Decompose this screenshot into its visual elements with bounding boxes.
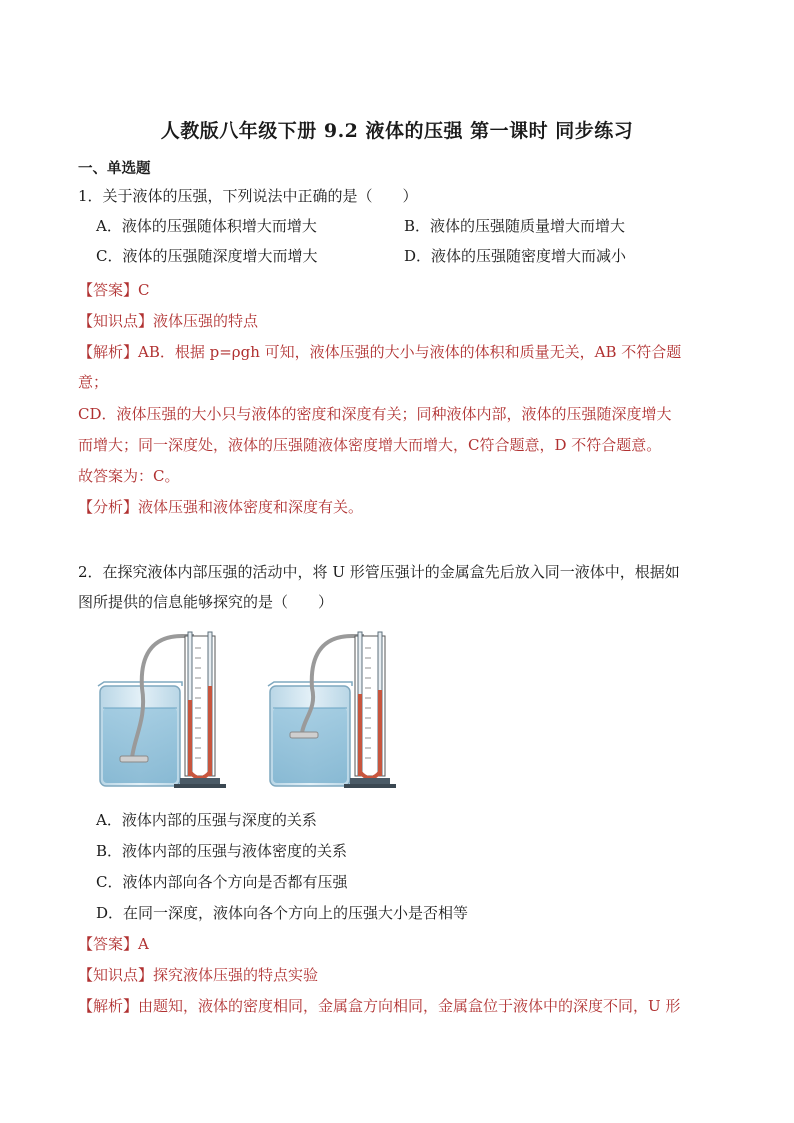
q2-option-b: B．液体内部的压强与液体密度的关系: [96, 842, 348, 860]
manometer-figure: [92, 628, 402, 794]
q1-option-d: D．液体的压强随密度增大而减小: [404, 247, 627, 265]
q2-stem-line-2: 图所提供的信息能够探究的是（ ）: [78, 593, 334, 611]
q1-knowledge-row: [78, 311, 258, 331]
q2-option-c: C．液体内部向各个方向是否都有压强: [96, 873, 348, 891]
q1-option-b: B．液体的压强随质量增大而增大: [404, 217, 626, 235]
q2-knowledge-row: [78, 965, 318, 985]
answer-value: A: [138, 935, 149, 953]
apparatus-left: [98, 632, 226, 788]
apparatus-right: [268, 632, 396, 788]
analysis-line-1: AB．根据 p=ρgh 可知，液体压强的大小与液体的体积和质量无关，AB 不符合题: [138, 343, 682, 361]
answer-value: C: [138, 281, 150, 299]
summary-value: 液体压强和液体密度和深度有关。: [138, 498, 364, 516]
analysis-tag: 【解析】: [78, 343, 139, 361]
q2-option-a: A．液体内部的压强与深度的关系: [96, 811, 317, 829]
analysis-line-3: CD．液体压强的大小只与液体的密度和深度有关；同种液体内部，液体的压强随深度增大: [78, 405, 672, 423]
knowledge-tag: 【知识点】: [78, 966, 154, 984]
summary-tag: 【分析】: [78, 498, 139, 516]
answer-tag: 【答案】: [78, 281, 139, 299]
analysis-line-5: 故答案为：C。: [78, 467, 180, 485]
knowledge-tag: 【知识点】: [78, 312, 154, 330]
q1-option-a: A．液体的压强随体积增大而增大: [96, 217, 317, 235]
analysis-line-2: 意；: [78, 373, 109, 391]
q1-summary-row: [78, 497, 363, 517]
knowledge-value: 液体压强的特点: [153, 312, 259, 330]
q1-analysis-row: [78, 342, 681, 362]
analysis-line-1: 由题知，液体的密度相同，金属盒方向相同，金属盒位于液体中的深度不同，U 形: [138, 997, 681, 1015]
analysis-line-4: 而增大；同一深度处，液体的压强随液体密度增大而增大，C符合题意，D 不符合题意。: [78, 436, 662, 454]
answer-tag: 【答案】: [78, 935, 139, 953]
q1-stem: 1．关于液体的压强，下列说法中正确的是（ ）: [78, 187, 418, 205]
page-title: 人教版八年级下册 9.2 液体的压强 第一课时 同步练习: [160, 120, 634, 142]
q2-option-d: D．在同一深度，液体向各个方向上的压强大小是否相等: [96, 904, 469, 922]
analysis-tag: 【解析】: [78, 997, 139, 1015]
q2-analysis-row: [78, 996, 680, 1016]
section-heading: 一、单选题: [78, 160, 151, 177]
q1-answer-row: [78, 280, 150, 300]
q2-stem-line-1: 2．在探究液体内部压强的活动中，将 U 形管压强计的金属盒先后放入同一液体中，根据如: [78, 563, 680, 581]
knowledge-value: 探究液体压强的特点实验: [153, 966, 319, 984]
q2-answer-row: [78, 934, 149, 954]
q1-option-c: C．液体的压强随深度增大而增大: [96, 247, 318, 265]
